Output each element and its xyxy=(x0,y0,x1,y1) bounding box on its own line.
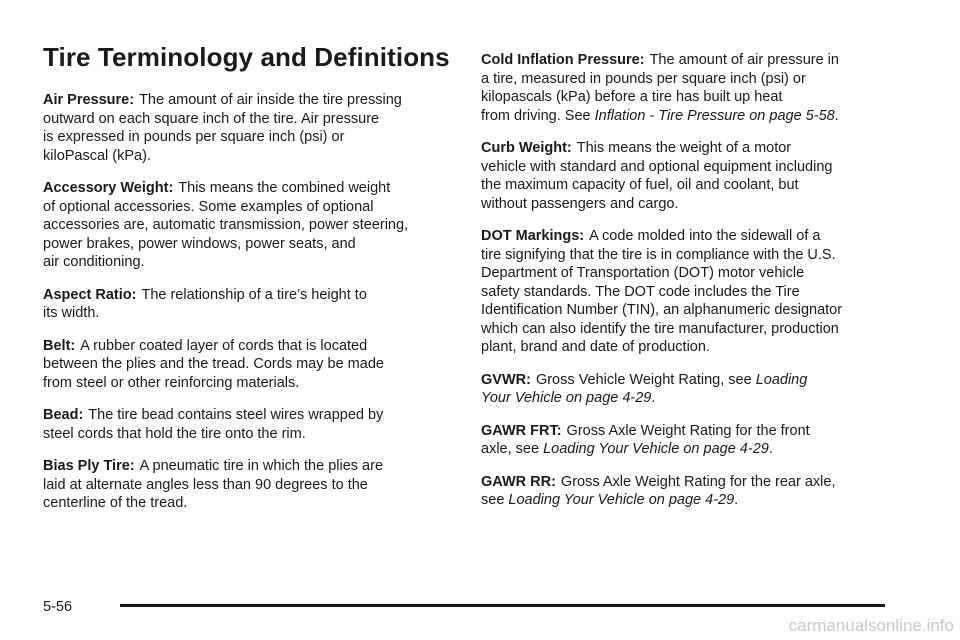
term-label: Cold Inflation Pressure: xyxy=(481,52,645,68)
term-label: Curb Weight: xyxy=(481,140,572,156)
definition-accessory-weight xyxy=(43,179,453,272)
definition-dot-markings xyxy=(481,227,896,357)
page-number: 5-56 xyxy=(43,599,73,615)
term-definition: The amount of air pressure in a tire, measured in pounds per square inch (psi) or kilopascals (kPa) before a tire has built up heat from driving. See xyxy=(481,52,839,124)
term-label: Air Pressure: xyxy=(43,92,135,108)
definition-bead xyxy=(43,406,453,443)
term-label: Accessory Weight: xyxy=(43,180,174,196)
term-label: Aspect Ratio: xyxy=(43,286,137,303)
right-column xyxy=(481,51,896,524)
page-reference-link[interactable]: Loading Your Vehicle on page 4-29 xyxy=(481,371,808,406)
term-label: Bias Ply Tire: xyxy=(43,458,135,474)
term-label: Bead: xyxy=(43,407,84,423)
term-label: GVWR: xyxy=(481,371,531,388)
term-definition: The relationship of a tire’s height to its width. xyxy=(43,286,367,321)
definition-air-pressure xyxy=(43,91,453,165)
definition-bias-ply-tire xyxy=(43,457,453,513)
definition-gawr-frt xyxy=(481,422,896,459)
term-definition-end: . xyxy=(768,441,773,457)
page-reference-link[interactable]: Inflation - Tire Pressure on page 5-58 xyxy=(594,107,835,124)
term-definition: The amount of air inside the tire pressing outward on each square inch of the tire. Air pressure is expressed in pounds per square inch (psi) or kiloPascal (kPa). xyxy=(43,92,402,164)
term-label: GAWR RR: xyxy=(481,473,556,490)
term-definition: A code molded into the sidewall of a tire signifying that the tire is in compliance with the U.S. Department of Transportation (DOT) motor vehicle safety standards. The DOT code includes the Tire Identification Number (TIN), an alphanumeric designator which can also identify the tire manufacturer, production plant, brand and date of production. xyxy=(481,228,843,355)
left-column xyxy=(43,91,453,527)
definition-cold-inflation-pressure xyxy=(481,51,896,125)
term-definition: Gross Vehicle Weight Rating, see xyxy=(535,371,756,388)
watermark-text: carmanualsonline.info xyxy=(788,616,954,635)
term-label: GAWR FRT: xyxy=(481,422,562,439)
term-label: Belt: xyxy=(43,337,76,354)
page-reference-link[interactable]: Loading Your Vehicle on page 4-29 xyxy=(508,492,735,508)
term-definition: A pneumatic tire in which the plies are laid at alternate angles less than 90 degrees to the centerline of the tread. xyxy=(43,458,384,511)
term-label: DOT Markings: xyxy=(481,228,585,244)
footer-divider xyxy=(120,604,885,607)
page-title: Tire Terminology and Definitions xyxy=(43,42,450,72)
term-definition: Gross Axle Weight Rating for the rear axle, see xyxy=(481,473,836,508)
page-reference-link[interactable]: Loading Your Vehicle on page 4-29 xyxy=(543,441,769,457)
term-definition: A rubber coated layer of cords that is located between the plies and the tread. Cords may be made from steel or other reinforcing materials. xyxy=(43,337,384,391)
definition-aspect-ratio xyxy=(43,286,453,323)
term-definition: This means the weight of a motor vehicle with standard and optional equipment including the maximum capacity of fuel, oil and coolant, but without passengers and cargo. xyxy=(481,140,833,212)
definition-belt xyxy=(43,337,453,393)
term-definition-end: . xyxy=(834,107,839,124)
definition-gawr-rr xyxy=(481,473,896,510)
term-definition-end: . xyxy=(734,492,739,508)
definition-curb-weight xyxy=(481,139,896,213)
term-definition: The tire bead contains steel wires wrapped by steel cords that hold the tire onto the rim. xyxy=(43,407,384,442)
term-definition-end: . xyxy=(651,390,656,406)
term-definition: This means the combined weight of optional accessories. Some examples of optional accessories are, automatic transmission, power steering, power brakes, power windows, power seats, and air conditioning. xyxy=(43,180,409,270)
definition-gvwr xyxy=(481,371,896,408)
term-definition: Gross Axle Weight Rating for the front axle, see xyxy=(481,422,810,457)
